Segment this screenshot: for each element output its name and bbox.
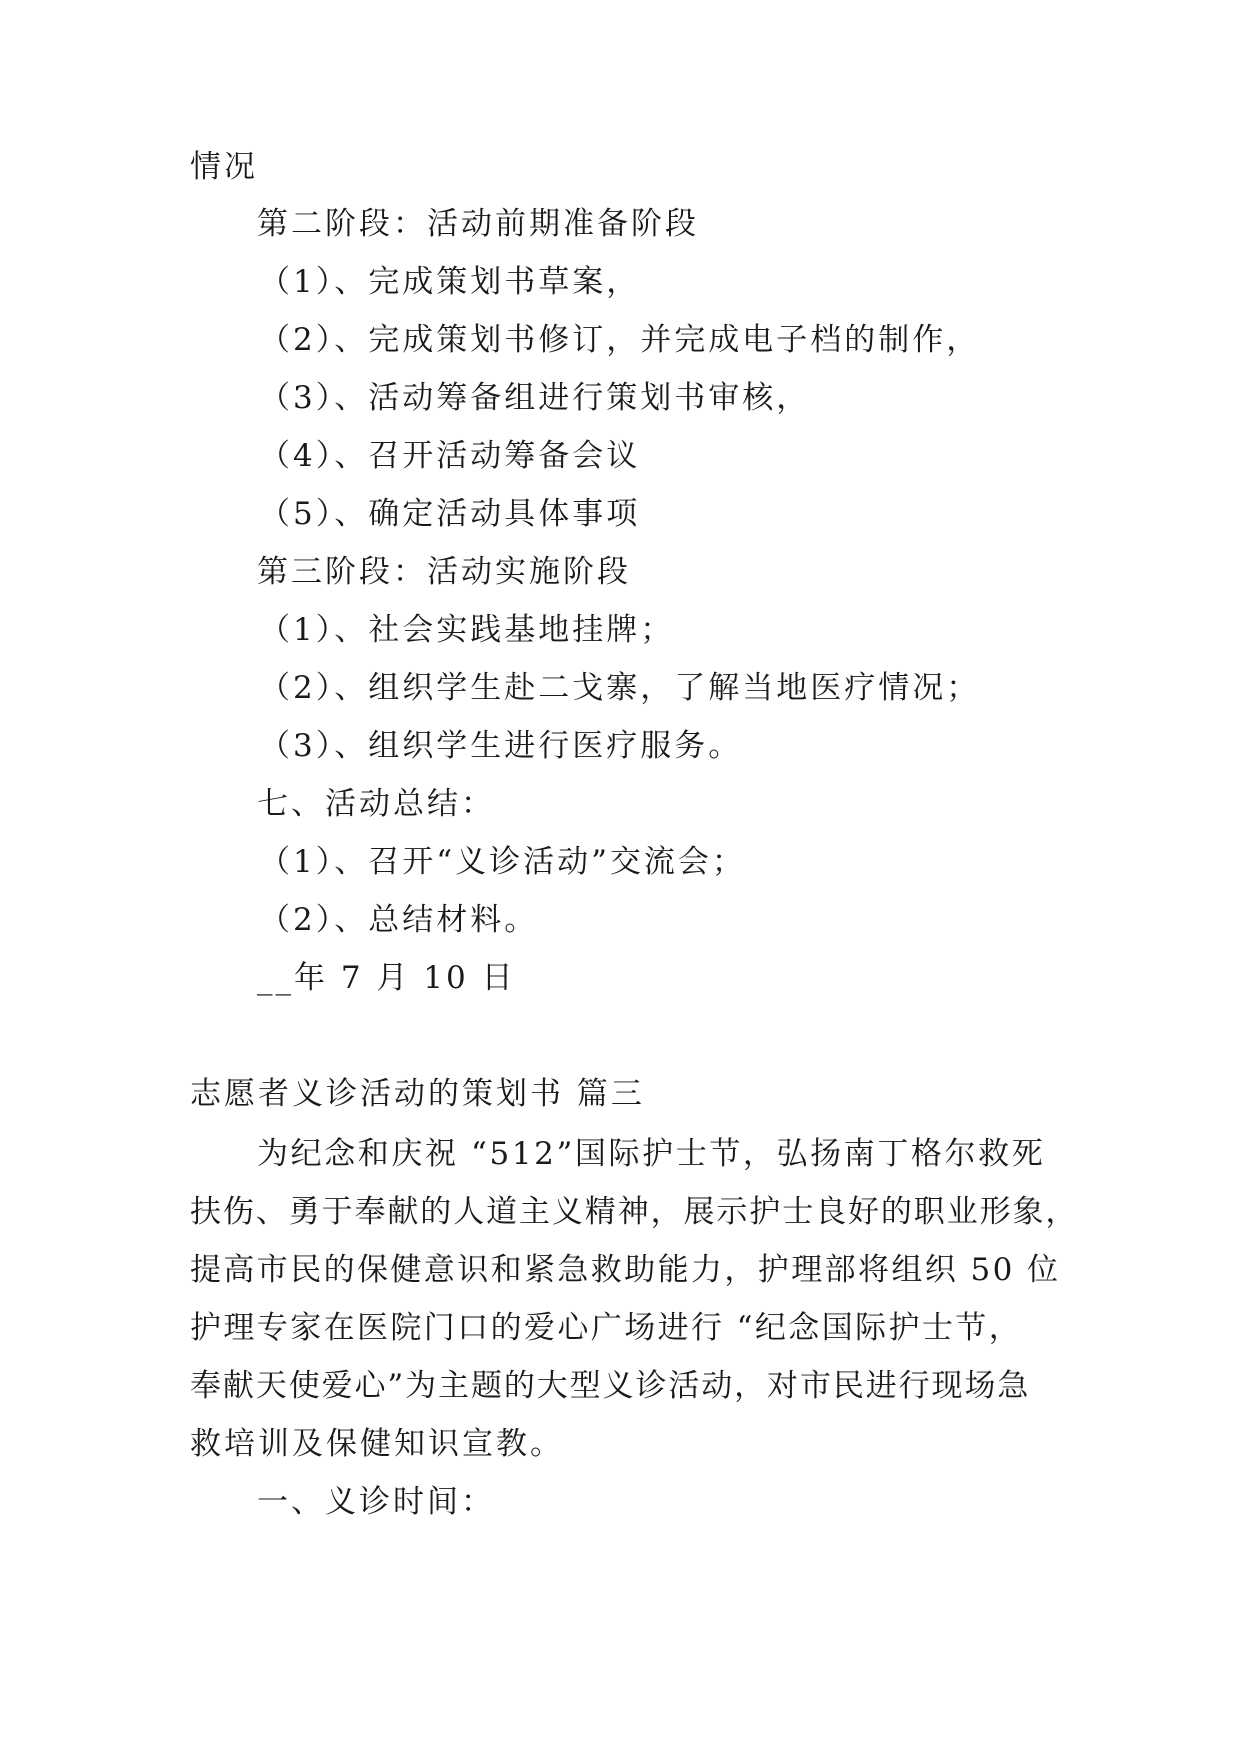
- intro-line: 提高市民的保健意识和紧急救助能力，护理部将组织 50 位: [190, 1252, 1061, 1288]
- summary-heading: 七、活动总结：: [257, 786, 495, 822]
- stage2-item: （1）、完成策划书草案，: [259, 264, 641, 300]
- stage2-item: （5）、确定活动具体事项: [259, 496, 641, 532]
- stage3-item: （3）、组织学生进行医疗服务。: [259, 728, 743, 764]
- summary-item: （2）、总结材料。: [259, 902, 539, 938]
- intro-line: 扶伤、勇于奉献的人道主义精神，展示护士良好的职业形象，: [190, 1194, 1079, 1230]
- intro-line: 奉献天使爱心”为主题的大型义诊活动，对市民进行现场急: [190, 1368, 1031, 1404]
- intro-line: 护理专家在医院门口的爱心广场进行 “纪念国际护士节，: [190, 1310, 1023, 1346]
- intro-line: 为纪念和庆祝 “512”国际护士节，弘扬南丁格尔救死: [257, 1136, 1046, 1172]
- stage3-heading: 第三阶段：活动实施阶段: [257, 554, 631, 590]
- stage3-item: （2）、组织学生赴二戈寨，了解当地医疗情况；: [259, 670, 981, 706]
- top-fragment: 情况: [190, 149, 258, 185]
- intro-line: 救培训及保健知识宣教。: [190, 1426, 564, 1462]
- section-title: 志愿者义诊活动的策划书 篇三: [190, 1076, 645, 1112]
- stage2-item: （4）、召开活动筹备会议: [259, 438, 641, 474]
- stage2-item: （2）、完成策划书修订，并完成电子档的制作，: [259, 322, 981, 358]
- summary-item: （1）、召开“义诊活动”交流会；: [259, 844, 746, 880]
- stage2-item: （3）、活动筹备组进行策划书审核，: [259, 380, 811, 416]
- date-line: __年 7 月 10 日: [257, 960, 516, 996]
- stage3-item: （1）、社会实践基地挂牌；: [259, 612, 675, 648]
- time-heading: 一、义诊时间：: [257, 1484, 495, 1520]
- stage2-heading: 第二阶段：活动前期准备阶段: [257, 206, 699, 242]
